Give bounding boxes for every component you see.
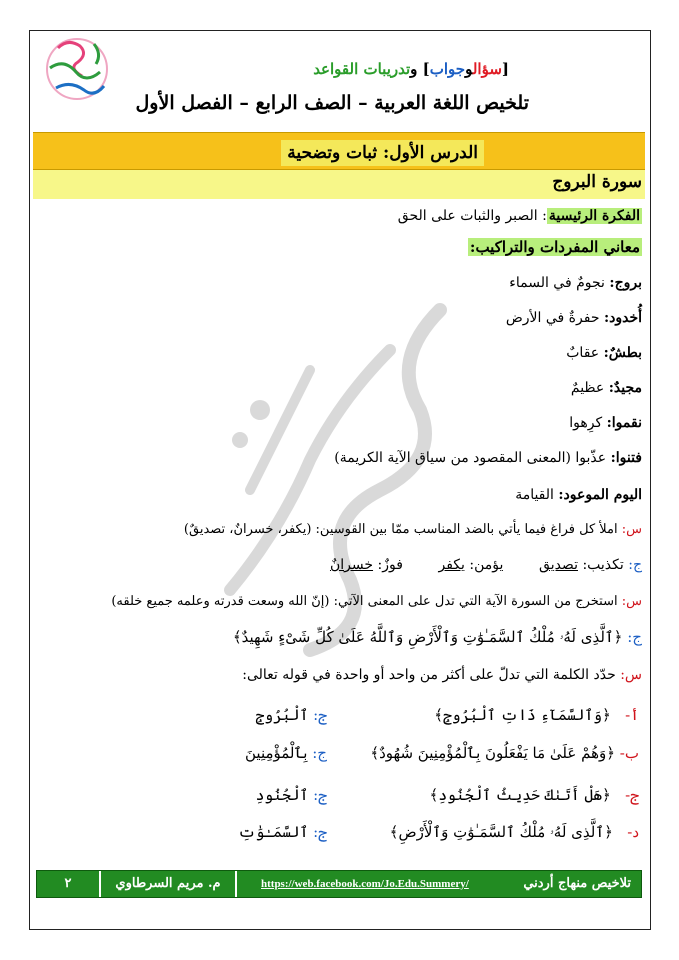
vocab-item: مجيدٌ: عظيمٌ [570, 380, 642, 396]
publisher-logo [38, 28, 116, 110]
header-drills: تدريبات القواعد [313, 60, 411, 78]
vocab-heading: معاني المفردات والتراكيب: [469, 238, 640, 256]
choice-answer: ج: ٱلسَّمَـٰوَٰتِ [238, 823, 327, 841]
main-idea-row: الفكرة الرئيسية: الصبر والثبات على الحق [397, 208, 640, 224]
footer-site: تلاخيص منهاج أردني [523, 876, 631, 891]
main-idea-text: الصبر والثبات على الحق [397, 208, 538, 224]
vocab-item: فتنوا: عذّبوا (المعنى المقصود من سياق الآية الكريمة) [334, 450, 642, 466]
header-answer: جواب [429, 60, 466, 78]
question-3: س: حدّد الكلمة التي تدلّ على أكثر من واحد أو واحدة في قوله تعالى: [242, 667, 642, 683]
page-title: تلخيص اللغة العربية – الصف الرابع – الفصل الأول [135, 92, 529, 114]
vocab-item: نقموا: كرِهوا [569, 415, 642, 431]
question-2: س: استخرج من السورة الآية التي تدل على المعنى الآتي: (إنّ الله وسعت قدرته وعلمه جميع خلقه) [111, 594, 642, 609]
main-idea-label: الفكرة الرئيسية [548, 208, 640, 224]
footer-link[interactable]: https://web.facebook.com/Jo.Edu.Summery/ [261, 878, 469, 890]
vocab-item: بروج: نجومٌ في السماء [509, 275, 642, 291]
vocab-item: بطشٌ: عقابٌ [566, 345, 642, 361]
choice-item: أ- ﴿وَٱلسَّمَآءِ ذَاتِ ٱلْبُرُوجِ﴾ [434, 706, 639, 724]
page-number: ٢ [37, 871, 101, 897]
footer-bar [36, 870, 642, 898]
answer-1: ج: تكذيب: تصديق يؤمن: يكفر فوزٌ: خسرانٌ [329, 557, 642, 573]
choice-answer: ج: ٱلْبُرُوجِ [255, 706, 327, 724]
vocab-item: أُخدود: حفرةٌ في الأرض [505, 310, 642, 326]
lesson-title: الدرس الأول: ثبات وتضحية [281, 140, 484, 166]
header-question: سؤال [472, 60, 502, 78]
author-watermark [190, 290, 470, 670]
question-1: س: املأ كل فراغ فيما يأتي بالضد المناسب ممّا بين القوسين: (يكفر، خسرانٌ، تصديقٌ) [183, 522, 642, 537]
choice-item: ج- ﴿هَلْ أَتَىٰكَ حَدِيثُ ٱلْجُنُودِ﴾ [429, 786, 639, 804]
footer-author: م. مريم السرطاوي [101, 871, 237, 897]
surah-title: سورة البروج [552, 172, 642, 192]
choice-answer: ج: ٱلْجُنُودِ [255, 786, 327, 804]
answer-2: ج: ﴿ٱلَّذِى لَهُۥ مُلْكُ ٱلسَّمَـٰوَٰتِ وَٱلْأَرْضِ وَٱللَّهُ عَلَىٰ كُلِّ شَىْءٍ شَهِيدٌ﴾ [232, 628, 642, 646]
vocab-item: اليوم الموعود: القيامة [515, 487, 642, 503]
choice-answer: ج: بِٱلْمُؤْمِنِينَ [245, 744, 327, 762]
choice-item: ب- ﴿وَهُمْ عَلَىٰ مَا يَفْعَلُونَ بِٱلْمُؤْمِنِينَ شُهُودٌ﴾ [370, 744, 639, 762]
header-tagline: [سؤالوجواب] وتدريبات القواعد [313, 60, 509, 78]
choice-item: د- ﴿ٱلَّذِى لَهُۥ مُلْكُ ٱلسَّمَـٰوَٰتِ وَٱلْأَرْضِ﴾ [389, 823, 639, 841]
